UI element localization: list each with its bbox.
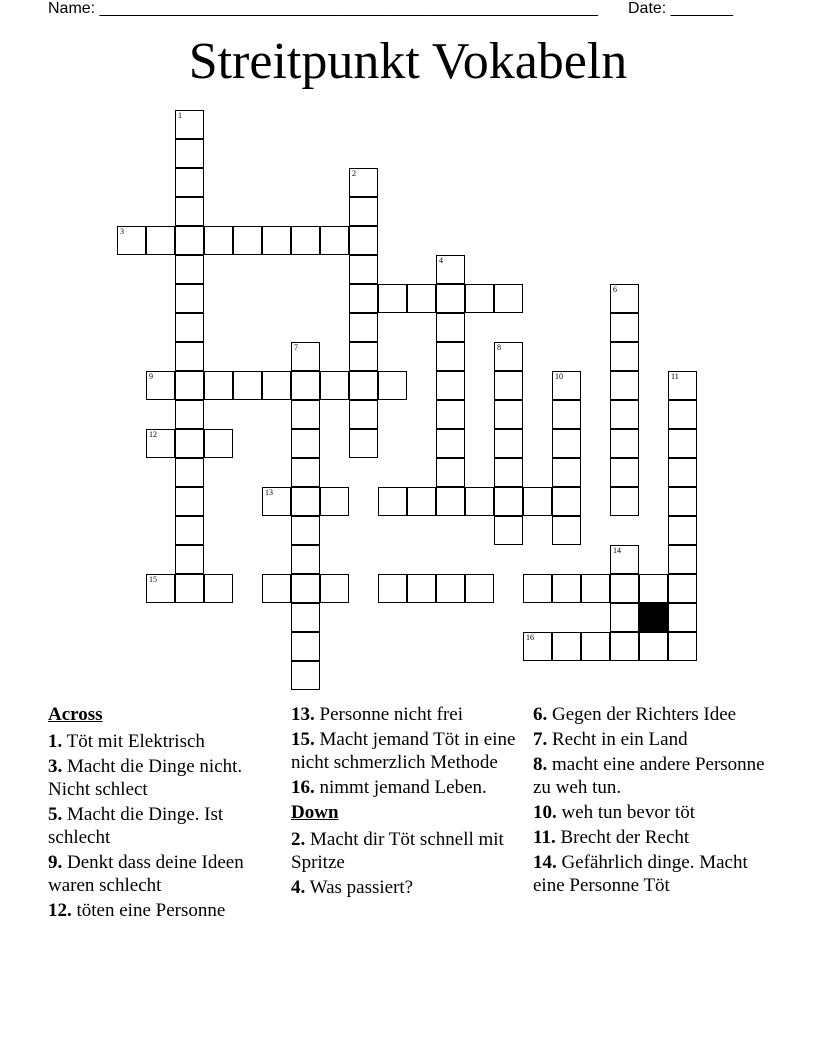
- clue-text: Macht die Dinge. Ist schlecht: [48, 804, 224, 848]
- crossword-cell[interactable]: [291, 342, 320, 371]
- clue-text: töten eine Personne: [71, 900, 226, 921]
- crossword-cell[interactable]: [291, 516, 320, 545]
- clue-column-3: [533, 703, 765, 899]
- cell-number: 15: [149, 575, 157, 584]
- crossword-cell[interactable]: [349, 197, 378, 226]
- crossword-cell[interactable]: [175, 197, 204, 226]
- crossword-cell[interactable]: [610, 545, 639, 574]
- header: [48, 0, 748, 20]
- crossword-cell[interactable]: [262, 487, 291, 516]
- crossword-cell[interactable]: [552, 632, 581, 661]
- crossword-cell[interactable]: [668, 400, 697, 429]
- crossword-cell[interactable]: [349, 226, 378, 255]
- crossword-cell[interactable]: [494, 284, 523, 313]
- crossword-cell[interactable]: [494, 400, 523, 429]
- crossword-cell[interactable]: [436, 284, 465, 313]
- crossword-cell[interactable]: [175, 400, 204, 429]
- crossword-cell[interactable]: [668, 516, 697, 545]
- clue-text: Gegen der Richters Idee: [547, 704, 737, 725]
- clue-text: Macht jemand Töt in eine nicht schmerzlich Methode: [291, 729, 516, 773]
- clue-down-10: [533, 801, 765, 824]
- clue-down-11: [533, 826, 765, 849]
- crossword-cell[interactable]: [552, 458, 581, 487]
- crossword-cell[interactable]: [436, 487, 465, 516]
- crossword-cell[interactable]: [407, 284, 436, 313]
- clue-text: Recht in ein Land: [547, 729, 688, 750]
- crossword-cell[interactable]: [668, 603, 697, 632]
- clue-number: 3.: [48, 756, 63, 777]
- crossword-cell[interactable]: [349, 429, 378, 458]
- crossword-cell[interactable]: [175, 545, 204, 574]
- crossword-cell[interactable]: [320, 574, 349, 603]
- clue-number: 5.: [48, 804, 63, 825]
- crossword-cell[interactable]: [204, 226, 233, 255]
- clue-number: 15.: [291, 729, 315, 750]
- crossword-cell[interactable]: [610, 632, 639, 661]
- crossword-cell[interactable]: [291, 603, 320, 632]
- crossword-cell[interactable]: [378, 574, 407, 603]
- crossword-cell[interactable]: [146, 226, 175, 255]
- clue-across-5: [48, 803, 280, 849]
- crossword-cell[interactable]: [610, 574, 639, 603]
- cell-number: 1: [178, 111, 182, 120]
- clue-across-13: [291, 703, 523, 726]
- crossword-cell[interactable]: [581, 632, 610, 661]
- crossword-cell[interactable]: [494, 487, 523, 516]
- crossword-cell[interactable]: [175, 516, 204, 545]
- crossword-cell[interactable]: [146, 371, 175, 400]
- cell-number: 7: [294, 343, 298, 352]
- cell-number: 16: [526, 633, 534, 642]
- cell-number: 10: [555, 372, 563, 381]
- crossword-cell[interactable]: [494, 429, 523, 458]
- crossword-cell[interactable]: [436, 458, 465, 487]
- crossword-cell[interactable]: [291, 400, 320, 429]
- crossword-cell[interactable]: [494, 342, 523, 371]
- crossword-cell[interactable]: [291, 458, 320, 487]
- clue-down-4: [291, 876, 523, 899]
- crossword-cell[interactable]: [378, 487, 407, 516]
- crossword-cell[interactable]: [378, 284, 407, 313]
- clue-down-7: [533, 728, 765, 751]
- cell-number: 4: [439, 256, 443, 265]
- clue-number: 9.: [48, 852, 63, 873]
- page-title: Streitpunkt Vokabeln: [188, 33, 628, 90]
- clue-number: 6.: [533, 704, 548, 725]
- clue-text: Macht dir Töt schnell mit Spritze: [291, 829, 504, 873]
- crossword-cell[interactable]: [291, 487, 320, 516]
- crossword-cell[interactable]: [552, 487, 581, 516]
- crossword-cell[interactable]: [349, 255, 378, 284]
- crossword-cell[interactable]: [523, 574, 552, 603]
- cell-number: 14: [613, 546, 621, 555]
- crossword-cell[interactable]: [494, 371, 523, 400]
- crossword-cell[interactable]: [320, 487, 349, 516]
- name-field-label: Name: ________________________________________________________: [48, 0, 598, 17]
- crossword-cell[interactable]: [436, 313, 465, 342]
- clue-text: macht eine andere Personne zu weh tun.: [533, 754, 765, 798]
- clue-across-1: [48, 730, 280, 753]
- crossword-cell[interactable]: [552, 371, 581, 400]
- clue-text: weh tun bevor töt: [556, 802, 696, 823]
- crossword-cell[interactable]: [407, 574, 436, 603]
- crossword-cell[interactable]: [175, 487, 204, 516]
- crossword-cell[interactable]: [610, 603, 639, 632]
- crossword-cell[interactable]: [523, 632, 552, 661]
- clue-across-3: [48, 755, 280, 801]
- clue-column-1: [48, 703, 280, 924]
- clue-text: Was passiert?: [305, 877, 414, 898]
- crossword-cell[interactable]: [668, 545, 697, 574]
- clue-text: Gefährlich dinge. Macht eine Personne Töt: [533, 852, 748, 896]
- crossword-cell[interactable]: [407, 487, 436, 516]
- crossword-cell[interactable]: [175, 255, 204, 284]
- crossword-cell[interactable]: [262, 574, 291, 603]
- cell-number: 11: [671, 372, 679, 381]
- clue-number: 4.: [291, 877, 306, 898]
- crossword-cell[interactable]: [610, 342, 639, 371]
- crossword-cell[interactable]: [175, 371, 204, 400]
- crossword-cell[interactable]: [552, 400, 581, 429]
- cell-number: 9: [149, 372, 153, 381]
- crossword-cell[interactable]: [436, 255, 465, 284]
- crossword-cell[interactable]: [175, 458, 204, 487]
- crossword-cell[interactable]: [668, 632, 697, 661]
- crossword-cell[interactable]: [668, 574, 697, 603]
- crossword-cell[interactable]: [668, 487, 697, 516]
- crossword-cell[interactable]: [349, 313, 378, 342]
- crossword-cell[interactable]: [465, 574, 494, 603]
- clue-number: 13.: [291, 704, 315, 725]
- crossword-cell[interactable]: [175, 284, 204, 313]
- crossword-cell[interactable]: [291, 632, 320, 661]
- crossword-cell[interactable]: [175, 313, 204, 342]
- clue-across-16: [291, 776, 523, 799]
- crossword-cell[interactable]: [262, 226, 291, 255]
- crossword-cell[interactable]: [175, 342, 204, 371]
- crossword-cell[interactable]: [552, 516, 581, 545]
- clue-text: Denkt dass deine Ideen waren schlecht: [48, 852, 244, 896]
- crossword-cell[interactable]: [291, 661, 320, 690]
- crossword-cell[interactable]: [436, 429, 465, 458]
- crossword-cell[interactable]: [610, 429, 639, 458]
- crossword-cell[interactable]: [146, 574, 175, 603]
- crossword-cell[interactable]: [436, 371, 465, 400]
- clue-number: 12.: [48, 900, 72, 921]
- crossword-cell[interactable]: [581, 574, 610, 603]
- cell-number: 13: [265, 488, 273, 497]
- blocked-cell: [639, 603, 668, 632]
- crossword-cell[interactable]: [349, 371, 378, 400]
- crossword-cell[interactable]: [378, 371, 407, 400]
- crossword-cell[interactable]: [175, 110, 204, 139]
- crossword-cell[interactable]: [291, 429, 320, 458]
- crossword-cell[interactable]: [320, 371, 349, 400]
- cell-number: 6: [613, 285, 617, 294]
- clue-across-9: [48, 851, 280, 897]
- cell-number: 3: [120, 227, 124, 236]
- clue-down-6: [533, 703, 765, 726]
- crossword-cell[interactable]: [175, 139, 204, 168]
- crossword-cell[interactable]: [233, 226, 262, 255]
- crossword-cell[interactable]: [291, 545, 320, 574]
- crossword-cell[interactable]: [175, 168, 204, 197]
- crossword-cell[interactable]: [320, 226, 349, 255]
- date-field-label: Date: _______: [628, 0, 733, 17]
- crossword-cell[interactable]: [291, 574, 320, 603]
- cell-number: 2: [352, 169, 356, 178]
- crossword-cell[interactable]: [349, 168, 378, 197]
- cell-number: 12: [149, 430, 157, 439]
- crossword-cell[interactable]: [668, 458, 697, 487]
- clue-number: 11.: [533, 827, 556, 848]
- crossword-cell[interactable]: [552, 429, 581, 458]
- crossword-cell[interactable]: [117, 226, 146, 255]
- crossword-cell[interactable]: [465, 284, 494, 313]
- clue-down-14: [533, 851, 765, 897]
- clue-column-2: [291, 703, 523, 901]
- clue-number: 7.: [533, 729, 548, 750]
- crossword-cell[interactable]: [523, 487, 552, 516]
- crossword-cell[interactable]: [552, 574, 581, 603]
- crossword-cell[interactable]: [175, 226, 204, 255]
- crossword-cell[interactable]: [610, 284, 639, 313]
- crossword-cell[interactable]: [175, 429, 204, 458]
- crossword-cell[interactable]: [610, 313, 639, 342]
- clue-down-8: [533, 753, 765, 799]
- crossword-cell[interactable]: [291, 226, 320, 255]
- clue-text: Macht die Dinge nicht. Nicht schlect: [48, 756, 243, 800]
- clue-number: 1.: [48, 731, 63, 752]
- crossword-cell[interactable]: [349, 284, 378, 313]
- clue-number: 10.: [533, 802, 557, 823]
- down-heading: Down: [291, 802, 339, 823]
- crossword-cell[interactable]: [610, 371, 639, 400]
- clue-across-12: [48, 899, 280, 922]
- crossword-cell[interactable]: [262, 371, 291, 400]
- crossword-cell[interactable]: [291, 371, 320, 400]
- crossword-cell[interactable]: [233, 371, 262, 400]
- clue-number: 16.: [291, 777, 315, 798]
- crossword-cell[interactable]: [610, 400, 639, 429]
- crossword-cell[interactable]: [668, 429, 697, 458]
- clue-down-2: [291, 828, 523, 874]
- crossword-cell[interactable]: [610, 458, 639, 487]
- clue-text: nimmt jemand Leben.: [314, 777, 487, 798]
- crossword-cell[interactable]: [436, 400, 465, 429]
- crossword-cell[interactable]: [349, 400, 378, 429]
- crossword-cell[interactable]: [146, 429, 175, 458]
- cell-number: 8: [497, 343, 501, 352]
- crossword-cell[interactable]: [639, 632, 668, 661]
- clue-number: 14.: [533, 852, 557, 873]
- crossword-cell[interactable]: [610, 487, 639, 516]
- clue-number: 2.: [291, 829, 306, 850]
- crossword-cell[interactable]: [639, 574, 668, 603]
- clue-text: Töt mit Elektrisch: [62, 731, 205, 752]
- crossword-cell[interactable]: [436, 574, 465, 603]
- clue-number: 8.: [533, 754, 548, 775]
- crossword-cell[interactable]: [436, 342, 465, 371]
- clue-text: Brecht der Recht: [555, 827, 690, 848]
- across-heading: Across: [48, 704, 103, 725]
- crossword-cell[interactable]: [668, 371, 697, 400]
- crossword-cell[interactable]: [349, 342, 378, 371]
- crossword-cell[interactable]: [494, 458, 523, 487]
- crossword-cell[interactable]: [204, 574, 233, 603]
- crossword-cell[interactable]: [175, 574, 204, 603]
- clue-text: Personne nicht frei: [314, 704, 464, 725]
- crossword-cell[interactable]: [494, 516, 523, 545]
- clue-across-15: [291, 728, 523, 774]
- crossword-cell[interactable]: [465, 487, 494, 516]
- crossword-cell[interactable]: [204, 371, 233, 400]
- crossword-cell[interactable]: [204, 429, 233, 458]
